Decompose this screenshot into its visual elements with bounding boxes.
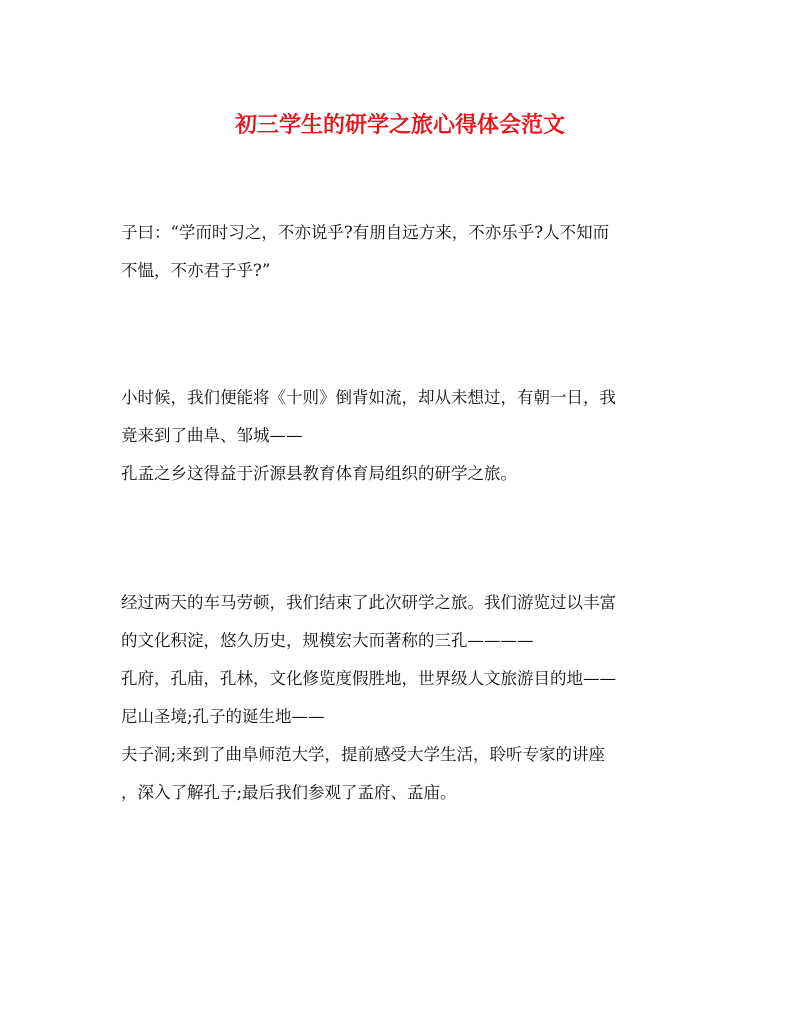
document-title: 初三学生的研学之旅心得体会范文	[234, 112, 565, 138]
paragraph-line: 尼山圣境;孔子的诞生地——	[121, 707, 325, 726]
paragraph-line: 孔府，孔庙，孔林，文化修览度假胜地，世界级人文旅游目的地——	[121, 669, 616, 688]
paragraph-journey	[121, 584, 681, 812]
paragraph-line: 子曰：“学而时习之，不亦说乎?有朋自远方来，不亦乐乎?人不知而	[121, 223, 610, 242]
paragraph-line: 经过两天的车马劳顿，我们结束了此次研学之旅。我们游览过以丰富	[121, 593, 616, 612]
paragraph-line: 小时候，我们便能将《十则》倒背如流，却从未想过，有朝一日，我	[121, 388, 616, 407]
paragraph-line: 夫子洞;来到了曲阜师范大学，提前感受大学生活，聆听专家的讲座	[121, 745, 606, 764]
paragraph-quote	[121, 214, 681, 290]
paragraph-line: ，深入了解孔子;最后我们参观了孟府、孟庙。	[121, 783, 457, 802]
paragraph-line: 竟来到了曲阜、邹城——	[121, 426, 303, 445]
paragraph-intro	[121, 379, 681, 493]
paragraph-line: 的文化积淀，悠久历史，规模宏大而著称的三孔————	[121, 631, 534, 650]
paragraph-line: 不愠，不亦君子乎?”	[121, 261, 271, 280]
paragraph-line: 孔孟之乡这得益于沂源县教育体育局组织的研学之旅。	[121, 464, 517, 483]
